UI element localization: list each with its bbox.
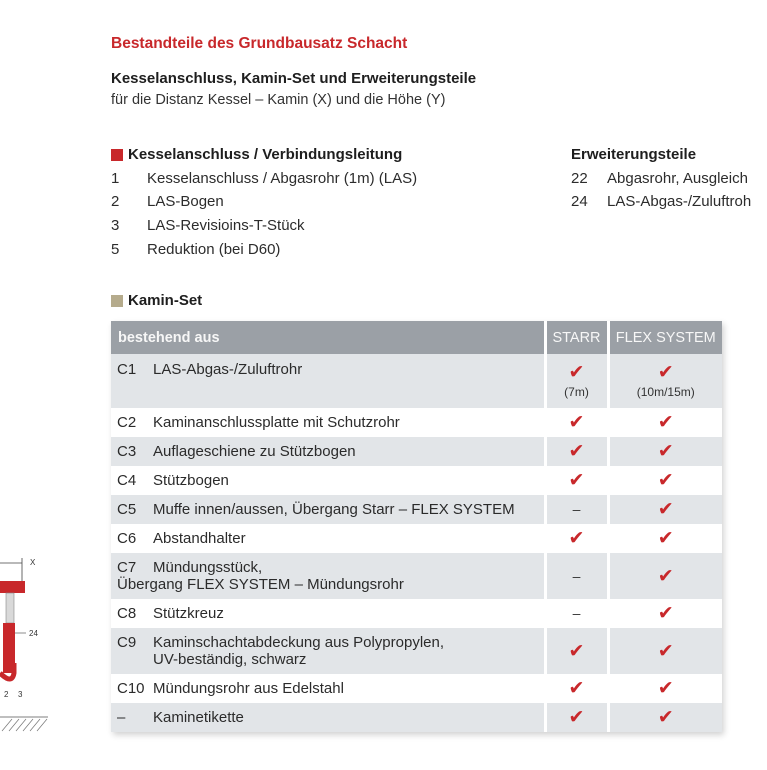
tan-square-icon [111,295,123,307]
component-cell [111,553,545,599]
flex-cell [608,703,722,732]
table-row [111,674,722,703]
component-code: C6 [117,530,137,547]
component-code: C8 [117,605,137,622]
item-number: 2 [111,193,120,210]
table-row [111,354,722,408]
diagram-label-24: 24 [29,629,38,638]
component-cell [111,703,545,732]
starr-cell [545,674,608,703]
column-header-components: bestehend aus [111,321,545,354]
component-code: C3 [117,443,137,460]
component-name-line2: UV-beständig, schwarz [153,651,307,668]
red-square-icon [111,149,123,161]
kamin-set-heading [111,292,202,309]
not-included-dash: – [572,501,581,517]
check-icon: ✔ [568,412,585,433]
starr-cell [545,524,608,553]
component-code: C1 [117,361,137,378]
item-text: LAS-Bogen [147,193,224,210]
table-row [111,553,722,599]
component-name: Kaminetikette [153,709,244,726]
starr-cell [545,408,608,437]
component-name: Stützkreuz [153,605,224,622]
erweiterung-heading: Erweiterungsteile [571,146,697,163]
section-description: für die Distanz Kessel – Kamin (X) und die Höhe (Y) [111,92,446,108]
starr-cell [545,599,608,628]
component-cell [111,354,545,408]
starr-cell [545,495,608,524]
floor-hatching [2,719,47,731]
column-header-flex-system: FLEX SYSTEM [608,321,722,354]
component-cell [111,628,545,674]
starr-cell [545,553,608,599]
component-code: C5 [117,501,137,518]
table-row [111,524,722,553]
check-icon: ✔ [657,499,674,520]
component-code: – [117,709,126,726]
component-name: Muffe innen/aussen, Übergang Starr – FLEX SYSTEM [153,501,515,518]
erweiterung-list [571,170,767,215]
check-icon: ✔ [657,441,674,462]
column-header-starr: STARR [545,321,608,354]
component-name-line2: Übergang FLEX SYSTEM – Mündungsrohr [117,576,404,593]
component-name: Mündungsrohr aus Edelstahl [153,680,344,697]
component-cell [111,408,545,437]
check-icon: ✔ [568,441,585,462]
check-icon: ✔ [657,678,674,699]
starr-cell [545,703,608,732]
item-number: 1 [111,170,120,187]
flex-cell [608,354,722,408]
check-icon: ✔ [568,640,585,662]
component-code: C2 [117,414,137,431]
item-text: LAS-Revisioins-T-Stück [147,217,305,234]
diagram-label-2: 2 [4,690,9,699]
flex-cell [608,628,722,674]
diagram-label-3: 3 [18,690,23,699]
flex-cell [608,408,722,437]
component-cell [111,524,545,553]
check-icon: ✔ [657,528,674,549]
kamin-set-heading-text: Kamin-Set [128,292,203,309]
component-name: Stützbogen [153,472,229,489]
item-text: Reduktion (bei D60) [147,241,281,258]
table-row [111,437,722,466]
item-number: 22 [571,170,588,187]
item-number: 5 [111,241,120,258]
item-number: 3 [111,217,120,234]
table-row [111,599,722,628]
kesselanschluss-list [111,170,531,265]
flex-cell [608,466,722,495]
installation-diagram [0,545,50,745]
not-included-dash: – [572,605,581,621]
table-row [111,495,722,524]
check-icon: ✔ [568,362,585,383]
item-text: Abgasrohr, Ausgleich [607,170,748,187]
component-code: C4 [117,472,137,489]
check-icon: ✔ [657,603,674,624]
component-name: LAS-Abgas-/Zuluftrohr [153,361,303,378]
component-cell [111,466,545,495]
check-icon: ✔ [657,565,674,587]
check-icon: ✔ [657,470,674,491]
page-title: Bestandteile des Grundbausatz Schacht [111,35,408,52]
component-name: Kaminschachtabdeckung aus Polypropylen, [153,634,445,651]
pipe-vertical [6,593,14,623]
check-icon: ✔ [657,707,674,728]
check-icon: ✔ [568,528,585,549]
kesselanschluss-heading-text: Kesselanschluss / Verbindungsleitung [128,146,403,163]
table-row [111,466,722,495]
component-name: Auflageschiene zu Stützbogen [153,443,356,460]
component-cell [111,599,545,628]
component-name: Kaminanschlussplatte mit Schutzrohr [153,414,400,431]
flex-cell [608,437,722,466]
check-icon: ✔ [657,412,674,433]
flex-cell [608,524,722,553]
check-icon: ✔ [568,678,585,699]
flex-note: (10m/15m) [636,385,695,399]
diagram-label-x: X [30,558,36,567]
starr-cell [545,437,608,466]
check-icon: ✔ [568,707,585,728]
starr-note: (7m) [564,385,589,399]
component-name: Mündungsstück, [153,559,263,576]
flex-cell [608,495,722,524]
flex-cell [608,553,722,599]
item-text: LAS-Abgas-/Zuluftroh [607,193,752,210]
table-row [111,408,722,437]
item-number: 24 [571,193,588,210]
table-header-row [111,321,722,354]
table-row [111,703,722,732]
table-row [111,628,722,674]
starr-cell [545,354,608,408]
flex-cell [608,674,722,703]
not-included-dash: – [572,567,581,584]
check-icon: ✔ [657,362,674,383]
check-icon: ✔ [657,640,674,662]
item-text: Kesselanschluss / Abgasrohr (1m) (LAS) [147,170,418,187]
component-code: C9 [117,634,137,651]
starr-cell [545,466,608,495]
component-cell [111,674,545,703]
component-cell [111,437,545,466]
component-code: C10 [117,680,145,697]
component-code: C7 [117,559,137,576]
component-name: Abstandhalter [153,530,246,547]
section-subtitle: Kesselanschluss, Kamin-Set und Erweiterungsteile [111,70,477,87]
pipe-horizontal [0,581,25,593]
flex-cell [608,599,722,628]
kesselanschluss-heading [111,146,402,163]
component-cell [111,495,545,524]
check-icon: ✔ [568,470,585,491]
starr-cell [545,628,608,674]
kamin-set-table [111,321,722,732]
